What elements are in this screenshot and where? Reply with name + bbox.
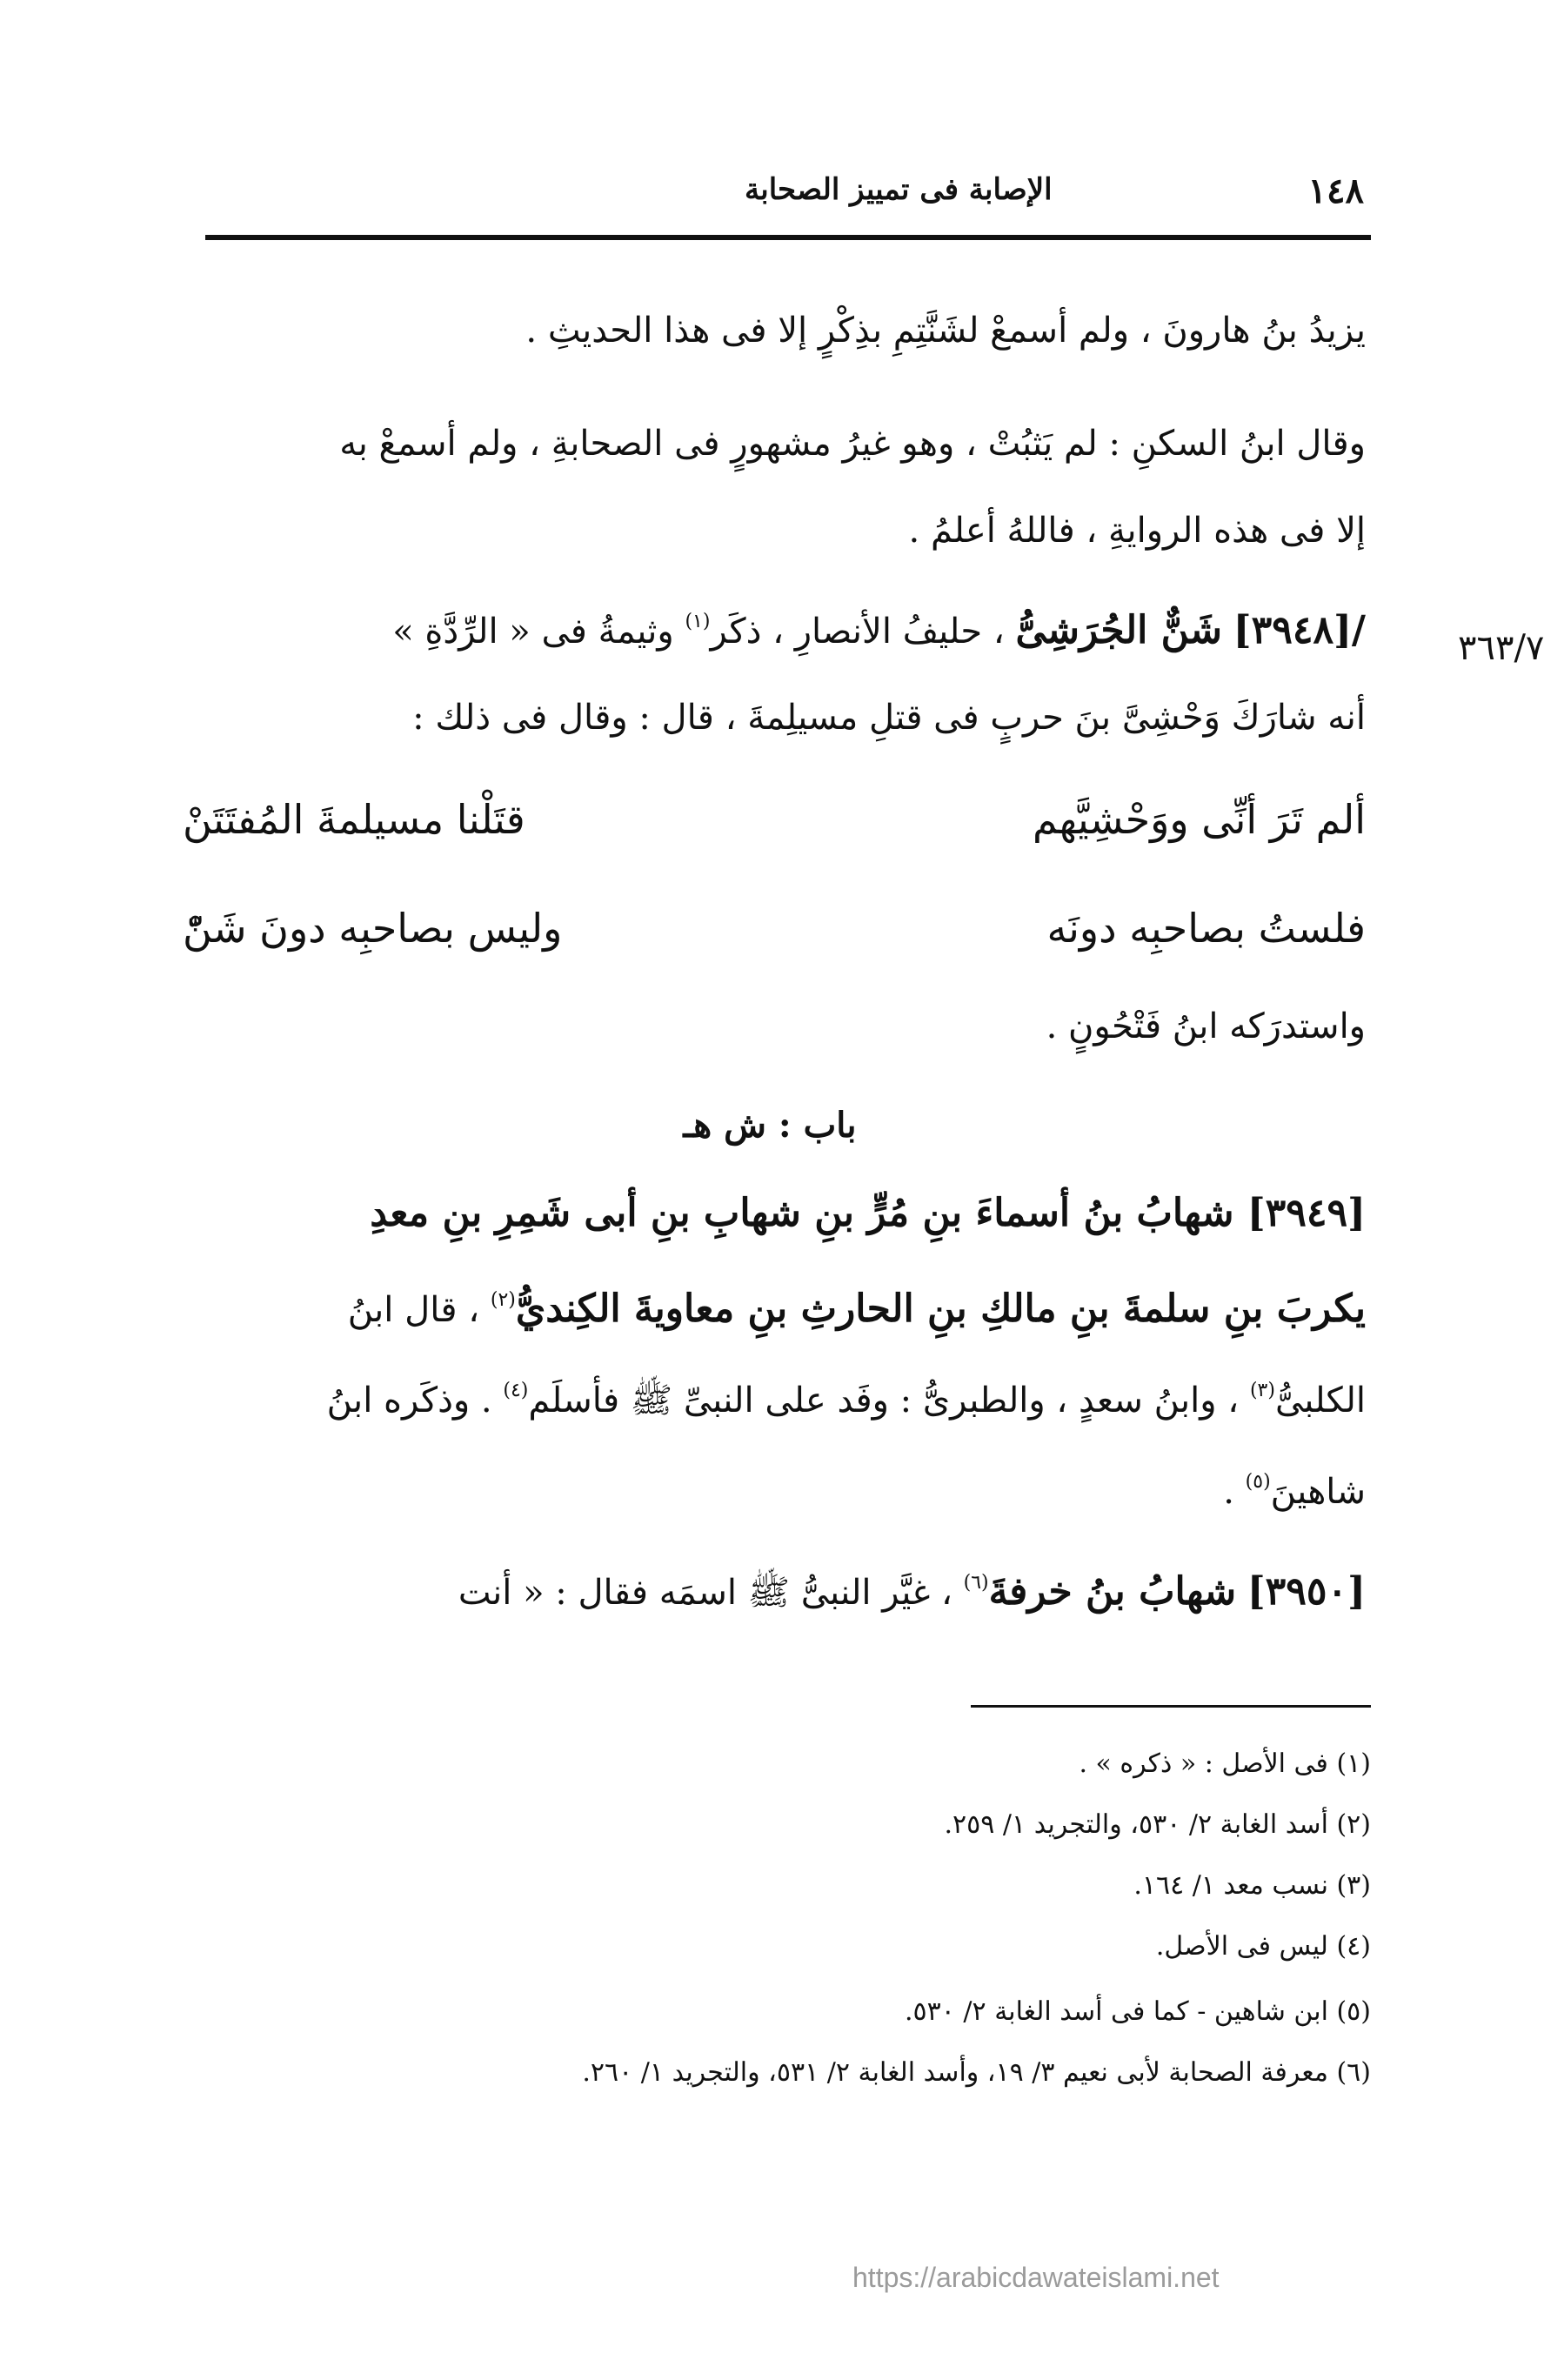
footnote-1: (١) فى الأصل : « ذكره » .	[1079, 1748, 1371, 1779]
header-rule	[205, 235, 1371, 240]
footnote-4: (٤) ليس فى الأصل.	[1155, 1931, 1371, 1962]
footnote-separator	[971, 1705, 1371, 1708]
entry-3950	[458, 1566, 1366, 1619]
page-number: ١٤٨	[1307, 170, 1364, 211]
text-line-3: إلا فى هذه الروايةِ ، فاللهُ أعلمُ .	[908, 511, 1366, 551]
entry-name: شهابُ بنُ أسماءَ بنِ مُرٍّ بنِ شهابِ بنِ أبى شَمِرِ بنِ معدِ	[370, 1191, 1234, 1235]
entry-name: شَنٌّ الجُرَشِىُّ	[1015, 608, 1223, 652]
entry-text: ، حليفُ الأنصارِ ، ذكَر	[710, 612, 1005, 652]
verse-hemistich: وليس بصاحبِه دونَ شَنّْ	[183, 905, 563, 952]
text-line-6: واستدرَكه ابنُ فَتْحُونٍ .	[1046, 1006, 1366, 1046]
footnote-6: (٦) معرفة الصحابة لأبى نعيم ٣/ ١٩، وأسد الغابة ٢/ ٥٣١، والتجريد ١/ ٢٦٠.	[582, 2057, 1371, 2088]
entry-text: . وذكَره ابنُ	[326, 1381, 492, 1421]
footnote-ref: (٦)	[963, 1572, 989, 1594]
entry-number: /[٣٩٤٨]	[1233, 608, 1366, 652]
footnote-ref: (١)	[685, 611, 711, 632]
watermark: https://arabicdawateislami.net	[852, 2262, 1220, 2293]
page-header	[205, 170, 1364, 223]
entry-text: ، قال ابنُ	[347, 1290, 480, 1330]
poem-verse-1	[183, 796, 1366, 843]
entry-text: ، غيَّر النبىُّ ﷺ اسمَه فقال : « أنت	[458, 1573, 952, 1613]
footnote-ref: (٣)	[1249, 1380, 1275, 1401]
footnote-ref: (٤)	[503, 1380, 529, 1401]
margin-reference: ٣٦٣/٧	[1458, 628, 1544, 668]
footnote-5: (٥) ابن شاهين - كما فى أسد الغابة ٢/ ٥٣٠.	[904, 1996, 1371, 2027]
entry-number: [٣٩٥٠]	[1247, 1569, 1366, 1614]
entry-text: ، وابنُ سعدٍ ، والطبرىُّ : وفَد على النبىِّ ﷺ فأسلَم	[528, 1381, 1240, 1421]
footnote-ref: (٥)	[1245, 1471, 1271, 1493]
entry-3949	[370, 1187, 1366, 1240]
footnote-3: (٣) نسب معد ١/ ١٦٤.	[1133, 1870, 1371, 1901]
verse-hemistich: ألم تَرَ أنِّى ووَحْشِيَّهم	[1033, 796, 1366, 843]
verse-hemistich: قتَلْنا مسيلمةَ المُفتَتَنْ	[183, 796, 525, 843]
text-line-10	[1223, 1466, 1366, 1518]
entry-text: الكلبىُّ	[1274, 1381, 1366, 1421]
verse-hemistich: فلستُ بصاحبِه دونَه	[1046, 905, 1366, 952]
poem-verse-2	[183, 905, 1366, 952]
text-line-9	[327, 1374, 1366, 1427]
entry-text: .	[1223, 1472, 1234, 1512]
running-title: الإصابة فى تمييز الصحابة	[745, 172, 1053, 207]
text-line-8	[348, 1283, 1366, 1336]
entry-3948	[392, 605, 1366, 658]
section-heading: باب : ش هـ	[683, 1105, 857, 1146]
footnote-2: (٢) أسد الغابة ٢/ ٥٣٠، والتجريد ١/ ٢٥٩.	[944, 1809, 1371, 1840]
text-line-1: يزيدُ بنُ هارونَ ، ولم أسمعْ لشَنَّتِمِ بذِكْرٍ إلا فى هذا الحديثِ .	[525, 311, 1366, 351]
entry-text: شاهينَ	[1270, 1472, 1366, 1512]
entry-name-cont: يكربَ بنِ سلمةَ بنِ مالكِ بنِ الحارثِ بنِ معاويةَ الكِنديُّ	[515, 1287, 1366, 1331]
footnote-ref: (٢)	[490, 1289, 516, 1311]
entry-name: شهابُ بنُ خرفةَ	[988, 1569, 1237, 1614]
text-line-2: وقال ابنُ السكنِ : لم يَثبُتْ ، وهو غيرُ مشهورٍ فى الصحابةِ ، ولم أسمعْ به	[339, 424, 1366, 464]
entry-text: وثيمةُ فى « الرِّدَّةِ »	[392, 612, 674, 652]
entry-number: [٣٩٤٩]	[1247, 1191, 1366, 1235]
text-line-5: أنه شارَكَ وَحْشِىَّ بنَ حربٍ فى قتلِ مسيلِمةَ ، قال : وقال فى ذلك :	[412, 698, 1366, 738]
